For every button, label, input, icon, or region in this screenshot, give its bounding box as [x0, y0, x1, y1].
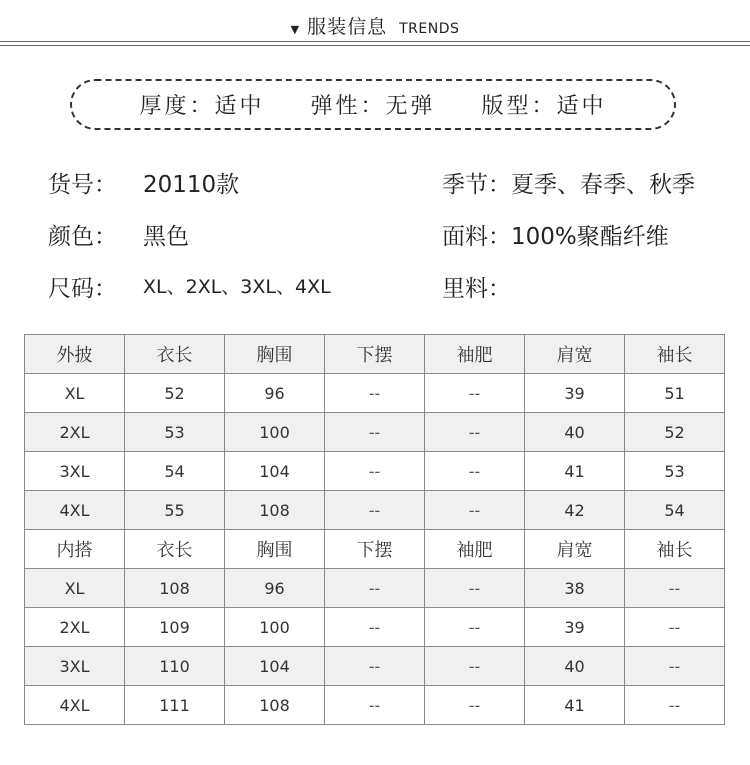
table-cell: 52 — [125, 374, 225, 413]
triangle-down-icon: ▼ — [290, 23, 300, 36]
table-header-cell: 胸围 — [225, 335, 325, 374]
attributes-pill — [70, 79, 676, 130]
table-cell: -- — [425, 452, 525, 491]
item-no-label: 货号： — [48, 172, 117, 198]
section-title-en: TRENDS — [399, 21, 460, 37]
table-header-cell: 袖肥 — [425, 530, 525, 569]
table-header-cell: 外披 — [25, 335, 125, 374]
table-cell: 2XL — [25, 608, 125, 647]
table-cell: 54 — [625, 491, 725, 530]
season-label: 季节： — [442, 172, 511, 198]
table-cell: 52 — [625, 413, 725, 452]
table-cell: 2XL — [25, 413, 125, 452]
table-header-cell: 袖长 — [625, 530, 725, 569]
table-header-cell: 衣长 — [125, 335, 225, 374]
table-cell: -- — [425, 413, 525, 452]
table-row — [25, 413, 725, 452]
table-cell: -- — [325, 413, 425, 452]
table-cell: -- — [325, 647, 425, 686]
fabric-value: 100%聚酯纤维 — [511, 224, 669, 250]
table-cell: 108 — [125, 569, 225, 608]
lining-label: 里料： — [442, 276, 511, 302]
season-value: 夏季、春季、秋季 — [511, 172, 695, 198]
size-value: XL、2XL、3XL、4XL — [143, 276, 331, 298]
table-cell: 3XL — [25, 647, 125, 686]
table-cell: 100 — [225, 608, 325, 647]
table-cell: 41 — [525, 452, 625, 491]
table-cell: 96 — [225, 374, 325, 413]
table-cell: 111 — [125, 686, 225, 725]
section-header — [0, 12, 750, 42]
table-cell: -- — [425, 647, 525, 686]
table-header-cell: 肩宽 — [525, 335, 625, 374]
table-cell: 108 — [225, 686, 325, 725]
table-cell: -- — [625, 686, 725, 725]
table-cell: 96 — [225, 569, 325, 608]
table-cell: 55 — [125, 491, 225, 530]
table-header-cell: 衣长 — [125, 530, 225, 569]
table-cell: 41 — [525, 686, 625, 725]
fabric-label: 面料： — [442, 224, 511, 250]
table-cell: -- — [325, 452, 425, 491]
attr-elasticity: 弹性：无弹 — [310, 94, 436, 119]
table-cell: 53 — [125, 413, 225, 452]
table-cell: -- — [625, 647, 725, 686]
color-value: 黑色 — [143, 224, 189, 250]
fabric-line — [442, 218, 669, 251]
table-cell: 39 — [525, 374, 625, 413]
table-row — [25, 686, 725, 725]
table-header-cell: 胸围 — [225, 530, 325, 569]
table-header-cell: 下摆 — [325, 335, 425, 374]
table-cell: -- — [325, 686, 425, 725]
table-cell: -- — [425, 374, 525, 413]
table-cell: -- — [625, 608, 725, 647]
table-cell: -- — [325, 491, 425, 530]
table-row — [25, 452, 725, 491]
table-cell: 38 — [525, 569, 625, 608]
table-cell: 110 — [125, 647, 225, 686]
table-cell: XL — [25, 569, 125, 608]
table-row — [25, 647, 725, 686]
table-cell: 4XL — [25, 686, 125, 725]
table-cell: -- — [425, 608, 525, 647]
table-header-cell: 内搭 — [25, 530, 125, 569]
table-cell: -- — [325, 374, 425, 413]
table-cell: 40 — [525, 647, 625, 686]
table-cell: 39 — [525, 608, 625, 647]
outer-header-row — [25, 335, 725, 374]
item-no-value: 20110款 — [143, 172, 240, 198]
table-row — [25, 608, 725, 647]
inner-header-row — [25, 530, 725, 569]
table-cell: 109 — [125, 608, 225, 647]
table-cell: 51 — [625, 374, 725, 413]
table-row — [25, 491, 725, 530]
table-cell: 104 — [225, 452, 325, 491]
table-cell: 53 — [625, 452, 725, 491]
table-row — [25, 374, 725, 413]
table-cell: 104 — [225, 647, 325, 686]
table-row — [25, 569, 725, 608]
table-header-cell: 袖长 — [625, 335, 725, 374]
table-cell: 3XL — [25, 452, 125, 491]
table-cell: -- — [425, 569, 525, 608]
table-cell: 100 — [225, 413, 325, 452]
attr-fit: 版型：适中 — [481, 94, 607, 119]
table-cell: -- — [325, 569, 425, 608]
header-rule-top — [0, 41, 750, 42]
section-title-cn: 服装信息 — [307, 16, 388, 38]
table-cell: 4XL — [25, 491, 125, 530]
attr-thickness: 厚度：适中 — [139, 94, 265, 119]
season-line — [442, 166, 695, 199]
table-cell: -- — [325, 608, 425, 647]
table-cell: -- — [425, 686, 525, 725]
table-cell: 108 — [225, 491, 325, 530]
size-table — [24, 334, 725, 725]
size-label: 尺码： — [48, 276, 117, 302]
lining-line — [442, 270, 511, 303]
table-cell: 42 — [525, 491, 625, 530]
table-cell: 54 — [125, 452, 225, 491]
color-label: 颜色： — [48, 224, 117, 250]
table-cell: 40 — [525, 413, 625, 452]
table-cell: XL — [25, 374, 125, 413]
table-cell: -- — [425, 491, 525, 530]
table-header-cell: 肩宽 — [525, 530, 625, 569]
header-rule-bottom — [0, 45, 750, 46]
table-cell: -- — [625, 569, 725, 608]
table-header-cell: 袖肥 — [425, 335, 525, 374]
table-header-cell: 下摆 — [325, 530, 425, 569]
